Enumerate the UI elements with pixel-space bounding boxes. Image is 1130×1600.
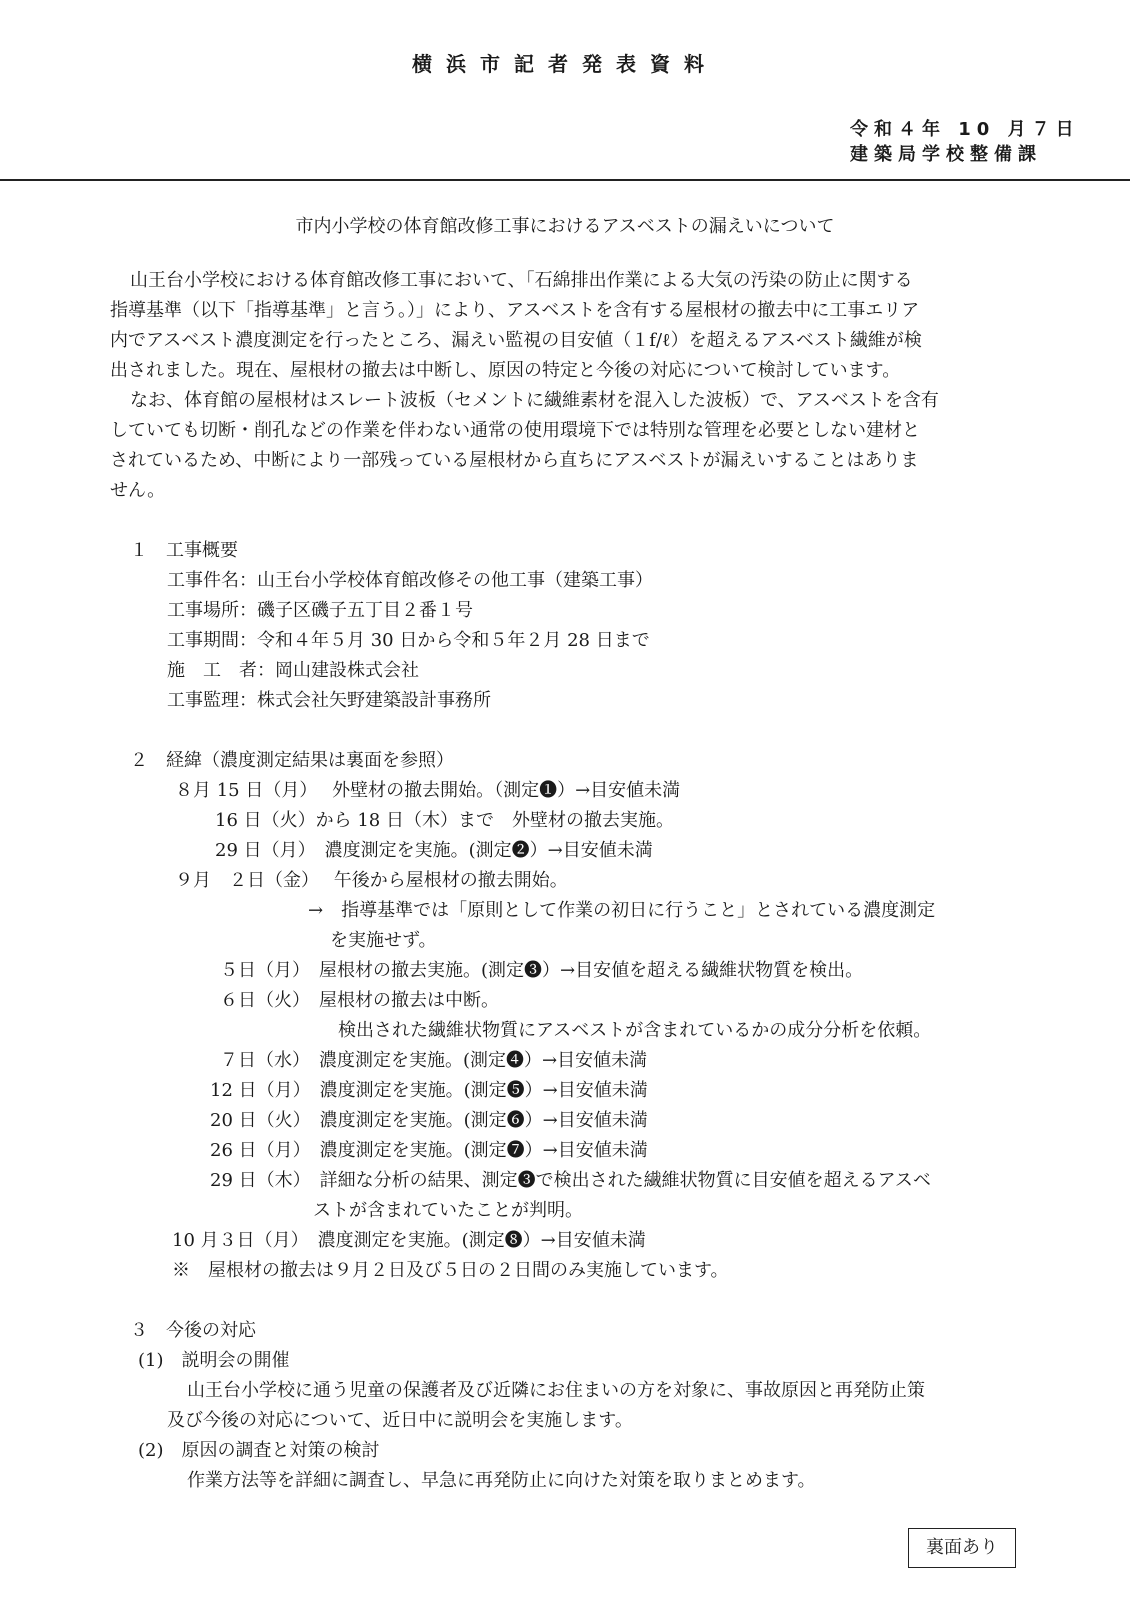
section-2-heading: ２ 経緯（濃度測定結果は裏面を参照）: [130, 750, 454, 771]
intro-line: 出されました。現在、屋根材の撤去は中断し、原因の特定と今後の対応について検討しています。: [110, 360, 901, 381]
subsection-1-heading: (1) 説明会の開催: [138, 1350, 290, 1371]
project-location-row: 工事場所：磯子区磯子五丁目２番１号: [167, 600, 473, 621]
timeline-entry: 10 月３日（月） 濃度測定を実施。(測定❽）→目安値未満: [172, 1230, 646, 1251]
intro-line: せん。: [110, 480, 166, 501]
timeline-entry: 29 日（月） 濃度測定を実施。(測定❷）→目安値未満: [215, 840, 653, 861]
timeline-note: ストが含まれていたことが判明。: [313, 1200, 583, 1221]
timeline-entry: 20 日（火） 濃度測定を実施。(測定❻）→目安値未満: [210, 1110, 648, 1131]
timeline-entry: 26 日（月） 濃度測定を実施。(測定❼）→目安値未満: [210, 1140, 648, 1161]
timeline-entry: ７日（水） 濃度測定を実施。(測定❹）→目安値未満: [220, 1050, 648, 1071]
timeline-entry: ９月 ２日（金） 午後から屋根材の撤去開始。: [175, 870, 568, 891]
timeline-entry: ６日（火） 屋根材の撤去は中断。: [220, 990, 499, 1011]
subsection-1-text: 山王台小学校に通う児童の保護者及び近隣にお住まいの方を対象に、事故原因と再発防止策: [187, 1380, 925, 1401]
timeline-entry: 16 日（火）から 18 日（木）まで 外壁材の撤去実施。: [215, 810, 674, 831]
release-date: 令和４年 10 月７日: [850, 119, 1080, 140]
timeline-note: を実施せず。: [330, 930, 437, 951]
intro-line: なお、体育館の屋根材はスレート波板（セメントに繊維素材を混入した波板）で、アスベストを含有: [130, 390, 939, 411]
subsection-2-heading: (2) 原因の調査と対策の検討: [138, 1440, 380, 1461]
project-name-row: 工事件名：山王台小学校体育館改修その他工事（建築工事）: [167, 570, 653, 591]
timeline-entry: 12 日（月） 濃度測定を実施。(測定❺）→目安値未満: [210, 1080, 648, 1101]
header-divider: [0, 179, 1130, 181]
issuing-department: 建築局学校整備課: [850, 144, 1042, 165]
timeline-entry: 29 日（木） 詳細な分析の結果、測定❸で検出された繊維状物質に目安値を超えるアスベ: [210, 1170, 931, 1191]
intro-line: 指導基準（以下「指導基準」と言う。）」により、アスベストを含有する屋根材の撤去中に工事エリア: [110, 300, 920, 321]
press-release-heading: 横浜市記者発表資料: [412, 52, 718, 76]
reverse-side-note: 裏面あり: [908, 1528, 1016, 1568]
timeline-note: 検出された繊維状物質にアスベストが含まれているかの成分分析を依頼。: [338, 1020, 932, 1041]
timeline-entry: ８月 15 日（月） 外壁材の撤去開始。（測定❶）→目安値未満: [175, 780, 681, 801]
supervisor-row: 工事監理：株式会社矢野建築設計事務所: [167, 690, 491, 711]
section-3-heading: ３ 今後の対応: [130, 1320, 256, 1341]
section-1-heading: １ 工事概要: [130, 540, 238, 561]
timeline-note: → 指導基準では「原則として作業の初日に行うこと」とされている濃度測定: [308, 900, 936, 921]
subsection-1-text: 及び今後の対応について、近日中に説明会を実施します。: [167, 1410, 633, 1431]
timeline-entry: ５日（月） 屋根材の撤去実施。(測定❸）→目安値を超える繊維状物質を検出。: [220, 960, 864, 981]
contractor-row: 施 工 者：岡山建設株式会社: [167, 660, 419, 681]
timeline-footnote: ※ 屋根材の撤去は９月２日及び５日の２日間のみ実施しています。: [172, 1260, 729, 1281]
intro-line: していても切断・削孔などの作業を伴わない通常の使用環境下では特別な管理を必要としない建材と: [110, 420, 920, 441]
intro-line: されているため、中断により一部残っている屋根材から直ちにアスベストが漏えいすることはありま: [110, 450, 919, 471]
intro-line: 山王台小学校における体育館改修工事において、「石綿排出作業による大気の汚染の防止に関する: [130, 270, 913, 291]
subsection-2-text: 作業方法等を詳細に調査し、早急に再発防止に向けた対策を取りまとめます。: [187, 1470, 816, 1491]
project-period-row: 工事期間：令和４年５月 30 日から令和５年２月 28 日まで: [167, 630, 650, 651]
intro-line: 内でアスベスト濃度測定を行ったところ、漏えい監視の目安値（１f/ℓ）を超えるアスベスト繊維が検: [110, 330, 922, 351]
document-title: 市内小学校の体育館改修工事におけるアスベストの漏えいについて: [295, 216, 835, 237]
